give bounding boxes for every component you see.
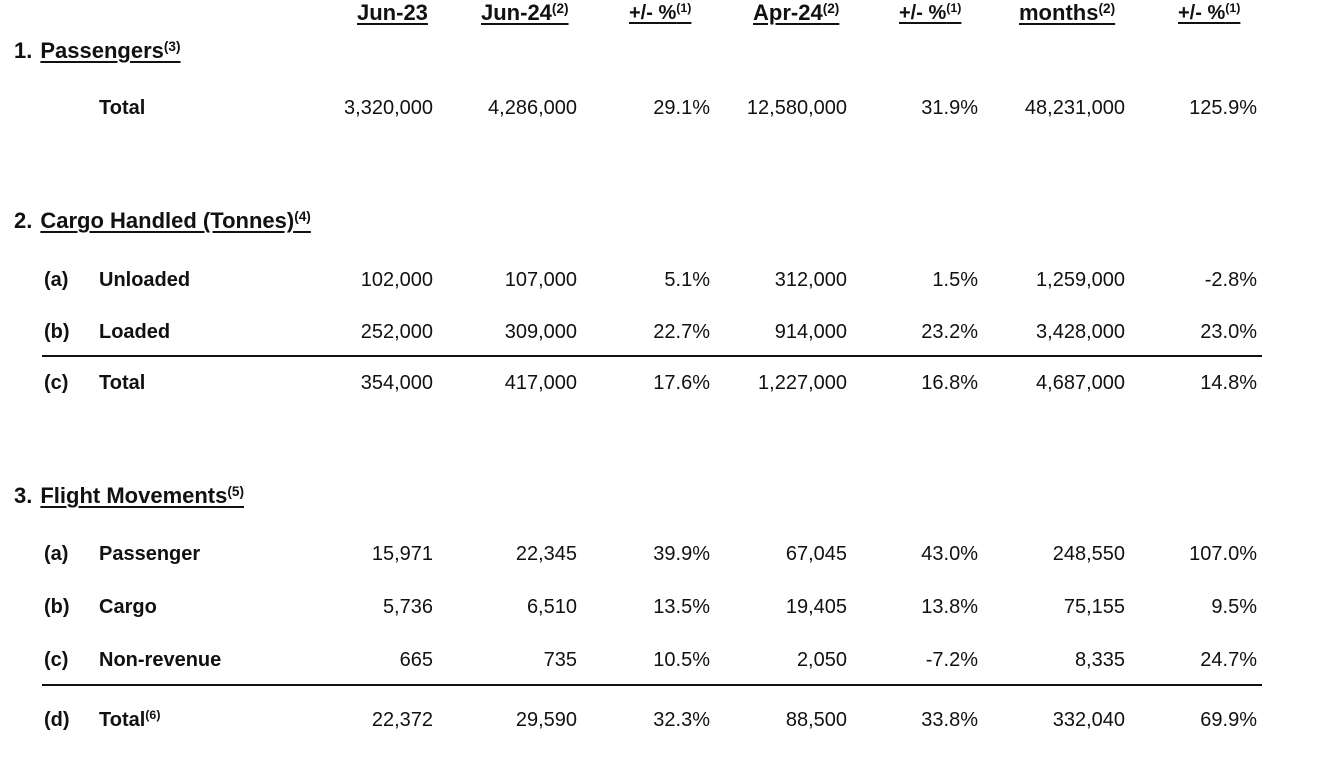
cell-apr-24: 1,227,000 [758,372,847,394]
row-label: Total [99,372,146,394]
row-label: Loaded [99,321,171,343]
cell-change-1: 5.1% [664,269,710,291]
cell-months: 3,428,000 [1036,321,1125,343]
row-letter: (b) [44,596,70,618]
cell-apr-24: 67,045 [785,543,847,565]
cell-apr-24: 12,580,000 [746,97,847,119]
cell-jun-23: 3,320,000 [344,97,433,119]
row-letter: (c) [44,372,69,394]
table-row [0,319,1340,345]
cell-change-3: 9.5% [1211,596,1257,618]
cell-change-1: 13.5% [653,596,710,618]
cell-change-2: 33.8% [921,709,978,731]
cell-jun-24: 29,590 [515,709,577,731]
cell-change-1: 10.5% [653,649,710,671]
section-title-passengers: 1. Passengers$^{(3)}$ [14,38,181,63]
cell-change-3: -2.8% [1204,269,1257,291]
cell-months: 332,040 [1052,709,1125,731]
row-label: Unloaded [99,269,191,291]
cell-months: 1,259,000 [1036,269,1125,291]
cell-jun-24: 417,000 [504,372,577,394]
cell-apr-24: 2,050 [796,649,847,671]
column-header-change-2: +/- %$^{(1)}$ [899,1,962,24]
cell-change-3: 24.7% [1200,649,1257,671]
row-label: Cargo [99,596,157,618]
row-label: Total [99,97,146,119]
table-row [0,370,1340,396]
cell-jun-24: 107,000 [504,269,577,291]
cell-change-2: 31.9% [921,97,978,119]
row-letter: (b) [44,321,70,343]
cell-change-3: 23.0% [1200,321,1257,343]
cell-jun-23: 22,372 [371,709,433,731]
cell-jun-23: 5,736 [382,596,433,618]
cell-apr-24: 19,405 [785,596,847,618]
cell-jun-23: 665 [399,649,433,671]
row-label: Total$^{(6)}$ [99,708,161,731]
cell-change-1: 29.1% [653,97,710,119]
cell-jun-23: 15,971 [371,543,433,565]
table-row [0,541,1340,567]
cell-change-2: 1.5% [932,269,978,291]
cell-months: 248,550 [1052,543,1125,565]
column-header-apr-24: Apr-24$^{(2)}$ [753,0,840,25]
column-header-change-3: +/- %$^{(1)}$ [1178,1,1241,24]
cell-change-2: 23.2% [921,321,978,343]
cell-change-1: 22.7% [653,321,710,343]
table-row [0,267,1340,293]
cell-jun-24: 309,000 [504,321,577,343]
cell-change-2: 13.8% [921,596,978,618]
cell-apr-24: 914,000 [774,321,847,343]
cell-jun-24: 6,510 [526,596,577,618]
column-header-months: months$^{(2)}$ [1019,0,1116,25]
cell-jun-23: 252,000 [360,321,433,343]
total-divider [42,684,1262,686]
cell-apr-24: 312,000 [774,269,847,291]
row-label: Non-revenue [99,649,222,671]
section-title-flight-movements: 3. Flight Movements$^{(5)}$ [14,483,245,508]
table-row [0,95,1340,121]
column-header-change-1: +/- %$^{(1)}$ [629,1,692,24]
cell-jun-23: 354,000 [360,372,433,394]
column-header-jun-24: Jun-24$^{(2)}$ [481,0,569,25]
table-row [0,647,1340,673]
cell-change-2: 16.8% [921,372,978,394]
total-divider [42,355,1262,357]
row-letter: (a) [44,543,69,565]
column-header-jun-23: Jun-23 [357,0,428,25]
section-title-cargo: 2. Cargo Handled (Tonnes)$^{(4)}$ [14,208,311,233]
cell-change-2: 43.0% [921,543,978,565]
row-letter: (c) [44,649,69,671]
cell-months: 8,335 [1074,649,1125,671]
cell-months: 4,687,000 [1036,372,1125,394]
cell-months: 75,155 [1063,596,1125,618]
row-letter: (a) [44,269,69,291]
cell-jun-24: 4,286,000 [488,97,577,119]
cell-change-3: 69.9% [1200,709,1257,731]
table-row [0,707,1340,733]
cell-change-3: 107.0% [1189,543,1257,565]
cell-months: 48,231,000 [1024,97,1125,119]
cell-jun-24: 22,345 [515,543,577,565]
cell-jun-23: 102,000 [360,269,433,291]
cell-jun-24: 735 [543,649,577,671]
cell-change-2: -7.2% [925,649,978,671]
table-row [0,594,1340,620]
cell-change-1: 17.6% [653,372,710,394]
cell-change-3: 14.8% [1200,372,1257,394]
cell-change-1: 39.9% [653,543,710,565]
row-letter: (d) [44,709,70,731]
row-label: Passenger [99,543,201,565]
cell-apr-24: 88,500 [785,709,847,731]
cell-change-1: 32.3% [653,709,710,731]
cell-change-3: 125.9% [1189,97,1257,119]
